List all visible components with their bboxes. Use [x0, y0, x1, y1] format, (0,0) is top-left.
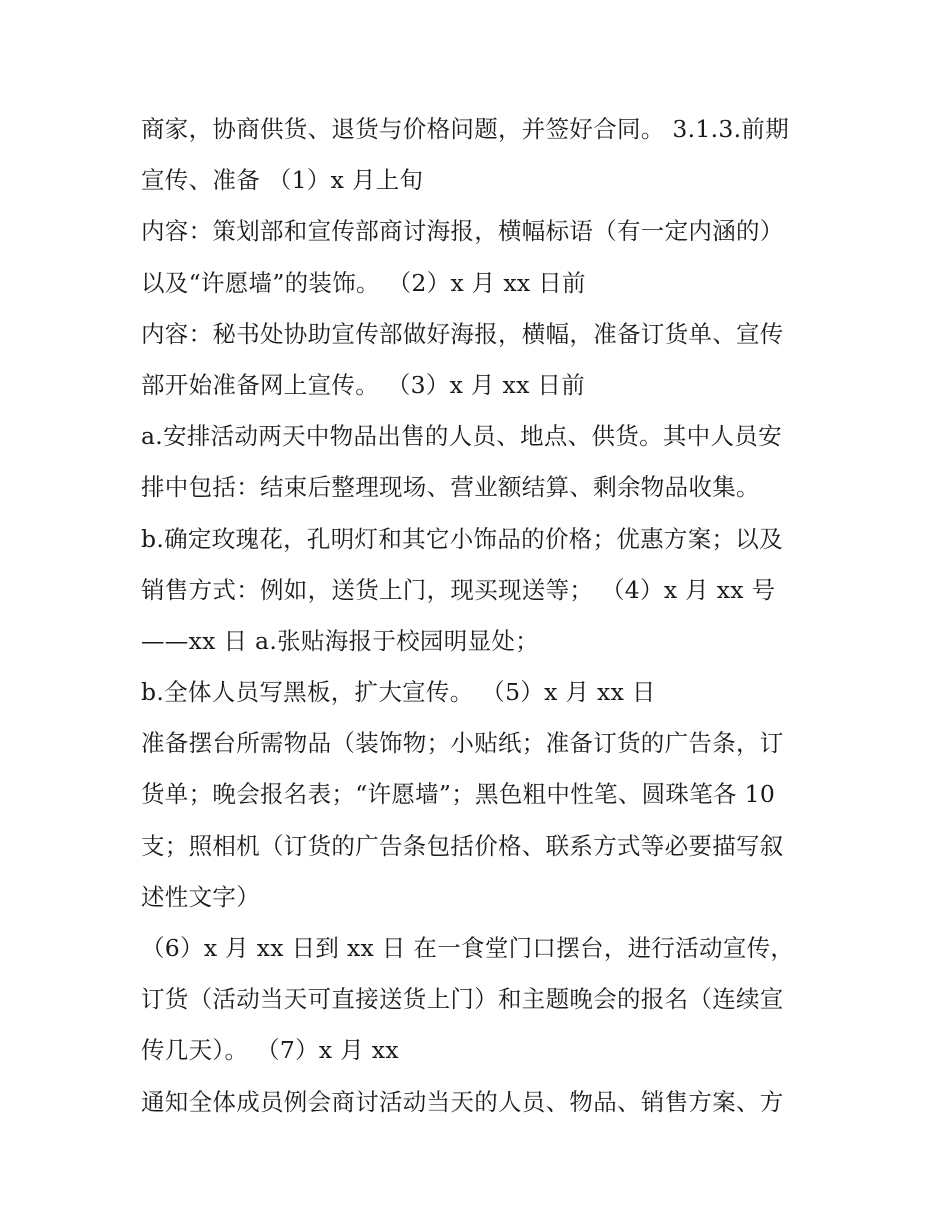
- text-line: 货单；晚会报名表；“许愿墙”；黑色粗中性笔、圆珠笔各 10: [141, 780, 776, 809]
- text-line: 传几天）。 （7）x 月 xx: [141, 1036, 399, 1065]
- text-line: 内容：策划部和宣传部商讨海报，横幅标语（有一定内涵的）: [141, 217, 784, 246]
- text-line: 准备摆台所需物品（装饰物；小贴纸；准备订货的广告条，订: [141, 729, 784, 758]
- text-line: 宣传、准备 （1）x 月上旬: [141, 166, 424, 195]
- text-line: 通知全体成员例会商讨活动当天的人员、物品、销售方案、方: [141, 1087, 784, 1116]
- text-line: （6）x 月 xx 日到 xx 日 在一食堂门口摆台，进行活动宣传，: [141, 934, 795, 962]
- text-line: ——xx 日 a.张贴海报于校园明显处；: [141, 626, 539, 655]
- text-line: 内容：秘书处协助宣传部做好海报，横幅，准备订货单、宣传: [141, 319, 784, 348]
- text-line: 商家，协商供货、退货与价格问题，并签好合同。 3.1.3.前期: [141, 115, 790, 143]
- text-line: 以及“许愿墙”的装饰。 （2）x 月 xx 日前: [141, 268, 586, 297]
- text-line: 述性文字）: [141, 882, 260, 911]
- text-line: b.确定玫瑰花，孔明灯和其它小饰品的价格；优惠方案；以及: [141, 524, 783, 553]
- text-line: 订货（活动当天可直接送货上门）和主题晚会的报名（连续宣: [141, 985, 784, 1014]
- text-line: 排中包括：结束后整理现场、营业额结算、剩余物品收集。: [141, 473, 760, 502]
- text-line: 支；照相机（订货的广告条包括价格、联系方式等必要描写叙: [141, 831, 784, 860]
- text-line: a.安排活动两天中物品出售的人员、地点、供货。其中人员安: [141, 422, 782, 451]
- text-line: 销售方式：例如，送货上门，现买现送等； （4）x 月 xx 号: [141, 575, 776, 604]
- text-line: b.全体人员写黑板，扩大宣传。 （5）x 月 xx 日: [141, 678, 656, 707]
- text-line: 部开始准备网上宣传。 （3）x 月 xx 日前: [141, 370, 585, 399]
- document-body: [141, 104, 831, 1128]
